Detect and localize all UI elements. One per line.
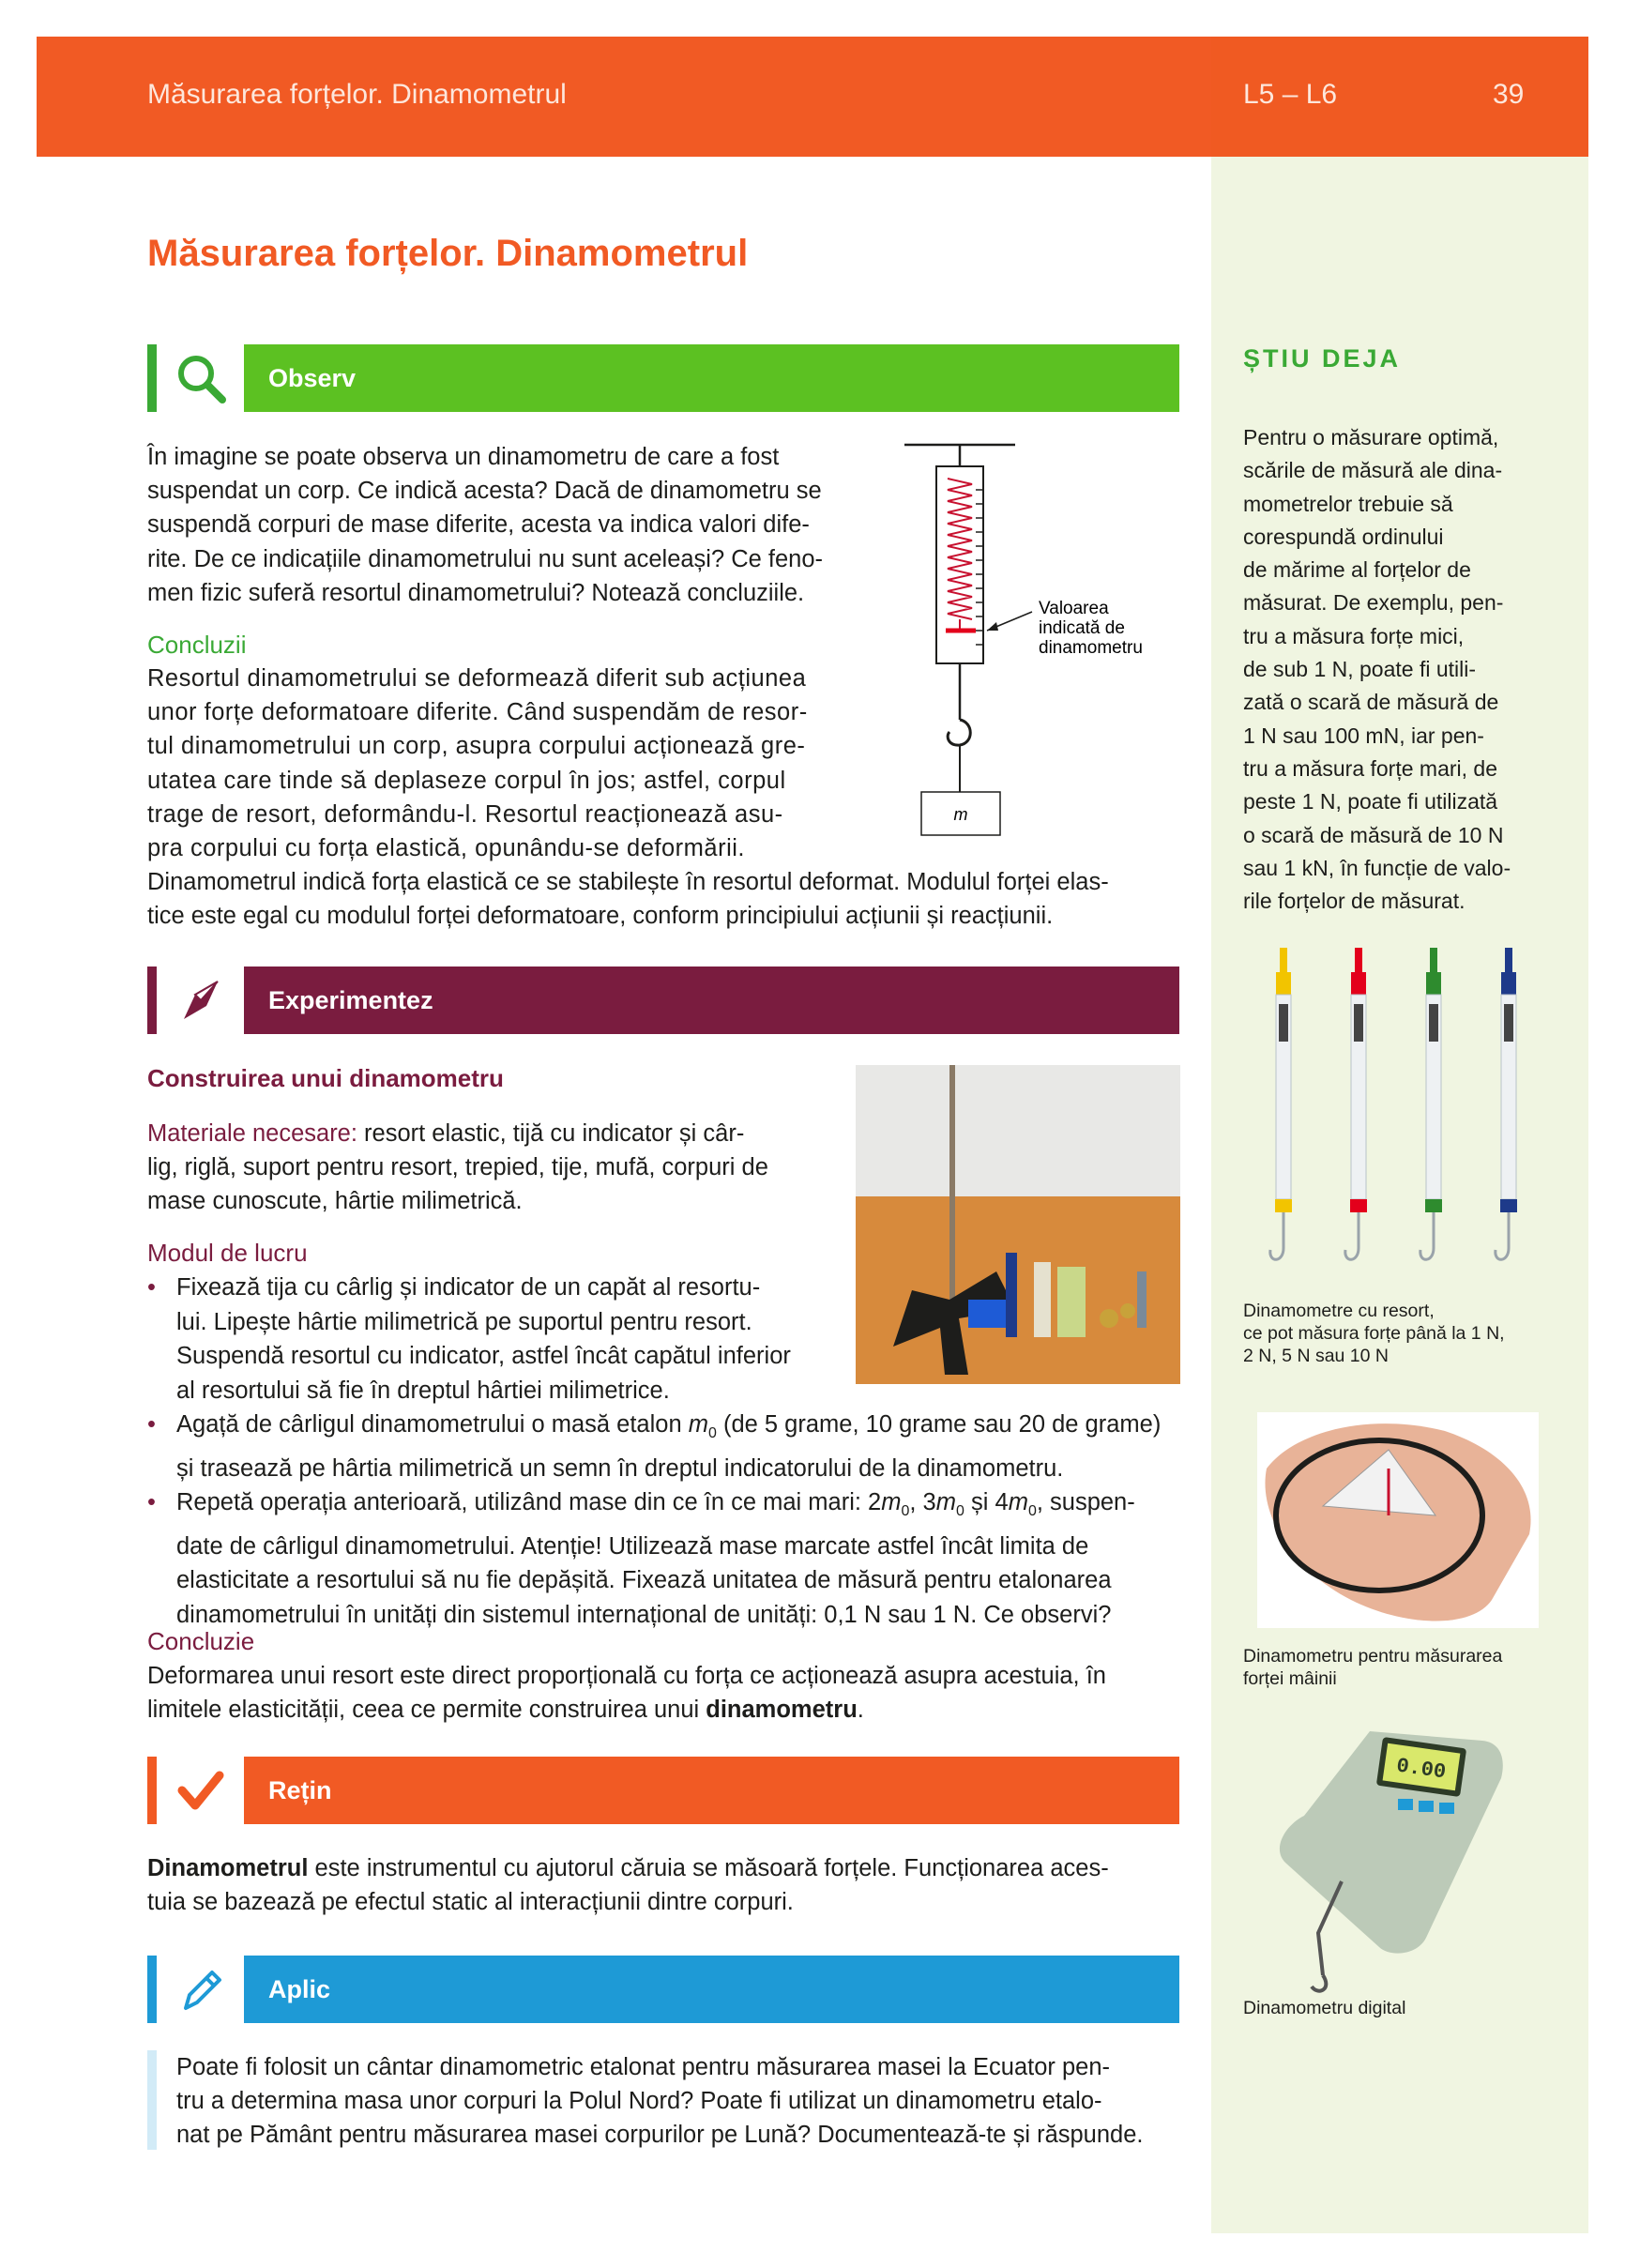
text-line: sau 1 kN, în funcție de valo- <box>1243 855 1511 880</box>
text-line: Deformarea unui resort este direct proporțională cu forța ce acționează asupra acestuia, în <box>147 1663 1106 1689</box>
symbol-m0: m <box>688 1411 708 1438</box>
materials-text <box>147 1117 832 1219</box>
text-line <box>176 1408 1189 1452</box>
text-line: o scară de măsură de 10 N <box>1243 822 1504 847</box>
aplic-side-bar <box>147 2050 157 2150</box>
caption-digital-dynamometer: Dinamometru digital <box>1243 1998 1406 2018</box>
pencil-icon <box>147 1956 244 2023</box>
text-line: zată o scară de măsură de <box>1243 690 1499 715</box>
annotation-line: indicată de <box>1039 618 1125 638</box>
text-line: rite. De ce indicațiile dinamometrului nu sunt aceleași? Ce feno- <box>147 545 824 572</box>
text-line: dinamometrului în unități din sistemul internațional de unități: 0,1 N sau 1 N. Ce observi? <box>176 1601 1112 1628</box>
text-span: . <box>857 1697 864 1724</box>
subscript: 0 <box>707 1425 717 1442</box>
bold-term: Dinamometrul <box>147 1855 309 1881</box>
section-retin-label: Rețin <box>244 1757 1179 1824</box>
text-line: rile forțelor de măsurat. <box>1243 889 1466 914</box>
observ-text <box>147 440 860 610</box>
section-aplic-label: Aplic <box>244 1956 1179 2023</box>
text-span: Agață de cârligul dinamometrului o masă etalon <box>176 1411 689 1438</box>
text-line: tru a măsura forțe mici, <box>1243 623 1465 648</box>
subscript: 0 <box>956 1503 964 1520</box>
text-line: utatea care tinde să deplaseze corpul în jos; astfel, corpul <box>147 767 786 794</box>
text-line: men fizic suferă resortul dinamometrului? Notează concluziile. <box>147 579 805 606</box>
text-line: trage de resort, deformându-l. Resortul reacționează asu- <box>147 800 783 828</box>
text-line: lui. Lipește hârtie milimetrică pe suportul pentru resort. <box>176 1308 752 1335</box>
caption-hand-dynamometer <box>1243 1645 1553 1690</box>
section-observ-header <box>147 344 1179 412</box>
lesson-code: L5 – L6 <box>1243 79 1338 110</box>
running-title: Măsurarea forțelor. Dinamometrul <box>147 79 567 110</box>
section-aplic-header <box>147 1956 1179 2023</box>
sidebar-title: ȘTIU DEJA <box>1243 344 1402 373</box>
section-retin-header <box>147 1757 1179 1824</box>
text-span: limitele elasticității, ceea ce permite construirea unui <box>147 1697 706 1724</box>
text-line <box>147 1117 832 1150</box>
text-line: al resortului să fie în dreptul hârtiei milimetrice. <box>176 1377 670 1404</box>
text-span: Repetă operația anterioară, utilizând mase din ce în ce mai mari: 2 <box>176 1489 882 1516</box>
text-line: elasticitate a resortului să nu fie depășită. Fixează unitatea de măsură pentru etalonarea <box>176 1567 1112 1594</box>
digital-dynamometer-photo <box>1267 1722 1520 1994</box>
bold-term: dinamometru <box>706 1697 858 1724</box>
list-item: • Agață de cârligul dinamometrului o masă etalon $m_0$ (de 5 grame, 10 grame sau 20 de grame) și trasează pe hârtia milimetrică un semn în dreptul indicatorului de la dinamometru. <box>147 1408 1189 1485</box>
section-observ-label: Observ <box>244 344 1179 412</box>
text-span: (de 5 grame, 10 grame sau 20 de grame) <box>716 1411 1162 1438</box>
symbol-m0: m <box>1008 1489 1028 1516</box>
text-line: suspendat un corp. Ce indică acesta? Dacă de dinamometru se <box>147 478 822 505</box>
materials-label: Materiale necesare: <box>147 1120 357 1147</box>
caption-spring-dynamometers <box>1243 1300 1553 1367</box>
magnifier-icon <box>147 344 244 412</box>
text-line: nat pe Pământ pentru măsurarea masei corpurilor pe Lună? Documentează-te și răspunde. <box>176 2122 1144 2149</box>
annotation-line: dinamometru <box>1039 638 1143 658</box>
text-line: Pentru o măsurare optimă, <box>1243 425 1499 449</box>
text-line: tice este egal cu modulul forței deformatoare, conform principiului acțiunii și reacțiunii. <box>147 903 1054 930</box>
section-experimentez-header <box>147 967 1179 1034</box>
text-line: peste 1 N, poate fi utilizată <box>1243 789 1498 814</box>
dynamometer-diagram <box>901 434 1182 846</box>
mass-label: m <box>953 805 968 824</box>
text-line: mometrelor trebuie să <box>1243 491 1453 516</box>
section-experimentez-label: Experimentez <box>244 967 1179 1034</box>
list-item: • Repetă operația anterioară, utilizând mase din ce în ce mai mari: $2m_0$, $3m_0$ și $4m_0$, suspen- date de cârligul dinamometrului. Atenție! Utilizează mase marcate astfel încât limita de elasticitate a resortului să nu fie depășită. Fixează unitatea de măsură pentru etalonarea dinamometrului în unități din sistemul internațional de unități: 0,1 N sau 1 N. Ce observi? <box>147 1485 1189 1632</box>
text-line: date de cârligul dinamometrului. Atenție! Utilizează mase marcate astfel încât limita de <box>176 1532 1089 1560</box>
text-line: scările de măsură ale dina- <box>1243 458 1503 483</box>
text-line: de mărime al forțelor de <box>1243 557 1471 583</box>
text-span: , suspen- <box>1036 1489 1135 1516</box>
spring-dynamometer <box>1270 948 1292 1259</box>
list-item: • Fixează tija cu cârlig și indicator de un capăt al resortu- lui. Lipește hârtie milimetrică pe suportul pentru resort. Suspendă resortul cu indicator, astfel încât capătul inferior al resortului să fie în dreptul hârtiei milimetrice. <box>147 1271 1189 1408</box>
method-heading: Modul de lucru <box>147 1239 308 1267</box>
conclusions-heading: Concluzii <box>147 631 247 659</box>
subscript: 0 <box>1027 1503 1037 1520</box>
hand-dynamometer-photo <box>1257 1412 1539 1628</box>
text-line: măsurat. De exemplu, pen- <box>1243 590 1504 616</box>
caption-line: Dinamometre cu resort, <box>1243 1301 1435 1321</box>
experiment-photo <box>856 1065 1180 1384</box>
text-line: lig, riglă, suport pentru resort, trepied, tije, mufă, corpuri de <box>147 1154 768 1181</box>
text-line: 1 N sau 100 mN, iar pen- <box>1243 723 1484 748</box>
text-span: este instrumentul cu ajutorul căruia se măsoară forțele. Funcționarea aces- <box>308 1855 1109 1881</box>
conclusions-text-full <box>147 865 1189 933</box>
text-line <box>147 1693 1189 1727</box>
text-line: Suspendă resortul cu indicator, astfel încât capătul inferior <box>176 1343 791 1369</box>
text-line: Dinamometrul indică forța elastică ce se stabilește în resortul deformat. Modulul forței elas- <box>147 869 1109 895</box>
text-span: și 4 <box>964 1489 1009 1516</box>
page-title: Măsurarea forțelor. Dinamometrul <box>147 233 749 274</box>
checkmark-icon <box>147 1757 244 1824</box>
compass-icon <box>147 967 244 1034</box>
text-line: tuia se bazează pe efectul static al interacțiunii dintre corpuri. <box>147 1889 794 1916</box>
experiment-conclusion-heading: Concluzie <box>147 1627 255 1655</box>
caption-line: forței mâinii <box>1243 1668 1337 1689</box>
annotation-line: Valoarea <box>1039 599 1109 618</box>
symbol-m0: m <box>935 1489 956 1516</box>
text-line: tru a determina masa unor corpuri la Polul Nord? Poate fi utilizat un dinamometru etalo- <box>176 2088 1102 2115</box>
page-number: 39 <box>1493 79 1525 110</box>
sidebar-text <box>1243 421 1553 918</box>
spring-dynamometer <box>1420 948 1442 1259</box>
aplic-text <box>176 2050 1190 2153</box>
subscript: 0 <box>901 1503 910 1520</box>
text-line <box>176 1485 1189 1530</box>
text-line: mase cunoscute, hârtie milimetrică. <box>147 1188 523 1215</box>
text-line: și trasează pe hârtia milimetrică un semn în dreptul indicatorului de la dinamometru. <box>176 1454 1064 1482</box>
text-line: corespundă ordinului <box>1243 524 1444 549</box>
symbol-m0: m <box>881 1489 902 1516</box>
retin-text <box>147 1851 1189 1919</box>
text-line: de sub 1 N, poate fi utili- <box>1243 657 1477 682</box>
spring-dynamometer <box>1345 948 1367 1259</box>
materials-line: resort elastic, tijă cu indicator și câr- <box>357 1120 745 1147</box>
experiment-heading: Construirea unui dinamometru <box>147 1064 504 1092</box>
text-line <box>147 1851 1189 1885</box>
text-line: Fixează tija cu cârlig și indicator de un capăt al resortu- <box>176 1274 761 1301</box>
spring-dynamometer <box>1496 948 1517 1259</box>
text-span: , 3 <box>909 1489 936 1516</box>
text-line: suspendă corpuri de mase diferite, acesta va indica valori dife- <box>147 511 810 539</box>
digital-readout: 0.00 <box>1394 1754 1448 1785</box>
experiment-conclusion-text <box>147 1659 1189 1727</box>
text-line: Resortul dinamometrului se deformează diferit sub acțiunea <box>147 665 807 692</box>
text-line: tru a măsura forțe mari, de <box>1243 755 1497 781</box>
text-line: tul dinamometrului un corp, asupra corpului acționează gre- <box>147 733 806 760</box>
spring-dynamometers-photo <box>1257 948 1548 1286</box>
text-line: Poate fi folosit un cântar dinamometric etalonat pentru măsurarea masei la Ecuator pen- <box>176 2054 1111 2080</box>
caption-line: Dinamometru pentru măsurarea <box>1243 1646 1503 1667</box>
text-line: unor forțe deformatoare diferite. Când suspendăm de resor- <box>147 699 808 726</box>
text-line: În imagine se poate observa un dinamometru de care a fost <box>147 444 780 470</box>
caption-line: ce pot măsura forțe până la 1 N, <box>1243 1323 1505 1344</box>
caption-line: 2 N, 5 N sau 10 N <box>1243 1346 1389 1366</box>
text-line: pra corpului cu forța elastică, opunându-se deformării. <box>147 835 745 862</box>
